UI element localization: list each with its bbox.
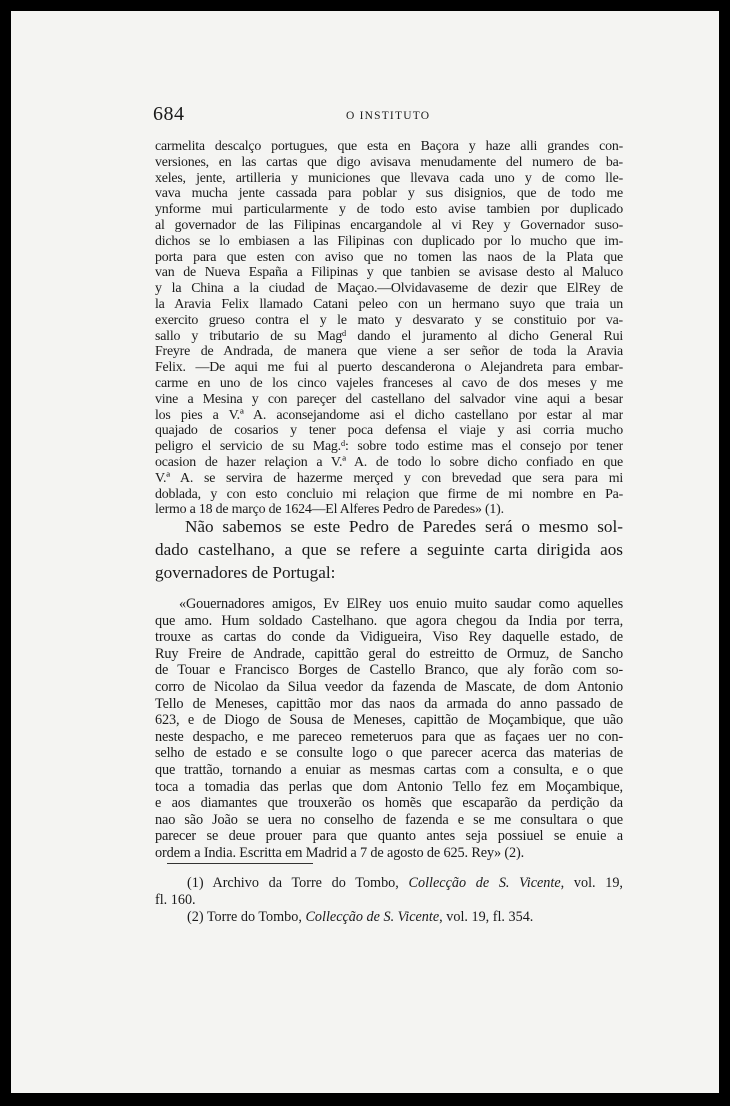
text-line: nao são João se uera no conselho de fazenda e se me consultara o que [155,811,623,828]
text-line: neste despacho, e me pareceo remeteruos para que as façaes uer no con- [155,728,623,745]
text-line: porta para que esten con aviso que no tomen las naos de la Plata que [155,249,623,265]
text-line: Freyre de Andrada, de manera que viene a ser señor de toda la Aravia [155,344,623,360]
quoted-letter-portuguese [155,596,623,862]
text-line: la Aravia Felix llamado Catani peleo con un hermano suyo que traia un [155,296,623,312]
footnote-1-continuation: fl. 160. [155,892,196,908]
text-line: corro de Nicolao da Silua veedor da fazenda de Mascate, de dom Antonio [155,678,623,695]
text-line: ordem a India. Escritta em Madrid a 7 de agosto de 625. Rey» (2). [155,844,525,861]
quoted-letter-spanish [155,139,623,518]
footnote-2-text: (2) Torre do Tombo, [187,909,306,925]
text-line: e aos diamantes que trouxerão os homẽs que escaparão da perdição da [155,795,623,812]
text-line: «Gouernadores amigos, Ev ElRey uos enuio muito saudar como aquelles [179,596,623,612]
body-paragraph [155,515,623,584]
text-line: governadores de Portugal: [155,563,336,582]
footnotes [155,875,623,926]
text-line: parecer se deue prouer para que quanto antes seja possiuel se enuie a [155,828,623,845]
text-line: que trattão, tornando a enuiar as mesmas cartas com a consulta, e o que [155,761,623,778]
page-number: 684 [153,103,185,125]
text-line: 623, e de Diogo de Sousa de Meneses, capittão de Moçambique, que uão [155,712,623,729]
text-line: lermo a 18 de março de 1624—El Alferes Pedro de Paredes» (1). [155,502,504,518]
text-line: quajado de cosarios y tener poca defensa el viaje y asi corria mucho [155,423,623,439]
text-line: Tello de Meneses, capittão mor das naos da armada do anno passado de [155,695,623,712]
text-line: de Touar e Francisco Borges de Castello Branco, que aly forão com so- [155,662,623,679]
text-line: ynforme mui particularmente y de todo esto avise tambien por duplicado [155,202,623,218]
text-line: exercito grueso contra el y le mato y desvarato y se constituio por va- [155,312,623,328]
text-line: trouxe as cartas do conde da Vidigueira, Viso Rey daquelle estado, de [155,629,623,646]
text-line: Ruy Freire de Andrade, capittão geral do estreitto de Ormuz, de Sancho [155,645,623,662]
text-line: dado castelhano, a que se refere a seguinte carta dirigida aos [155,540,623,559]
document-page [11,11,719,1093]
text-line: selho de estado e se consulte logo o que parecer acerca das materias de [155,745,623,762]
footnote-separator [167,863,313,864]
text-line: dichos se lo embiasen a las Filipinas con duplicado por lo mucho que im- [155,233,623,249]
text-line: al governador de las Filipinas encargandole al vi Rey y Governador suso- [155,217,623,233]
footnote-1-text: (1) Archivo da Torre do Tombo, [187,875,409,891]
text-line: vava mucha jente cassada para poblar y sus disignios, que de todo me [155,186,623,202]
journal-title: O INSTITUTO [346,110,431,122]
footnote-2-title: Collecção de S. Vicente [305,909,440,925]
running-head [153,103,633,127]
text-line: Não sabemos se este Pedro de Paredes será o mesmo sol- [185,517,623,536]
text-line: versiones, en las cartas que digo avisava menudamente del numero de ba- [155,154,623,170]
text-line: sallo y tributario de su Magᵈ dando el juramento al dicho General Rui [155,328,623,344]
footnote-2 [155,909,623,926]
text-line: los pies a V.ª A. aconsejandome asi el dicho castellano por estar al mar [155,407,623,423]
text-line: que amo. Hum soldado Castelhano. que agora chegou da India por terra, [155,612,623,629]
text-line: vine a Mesina y con pareçer del castellano del salvador vine aqui a besar [155,391,623,407]
text-line: doblada, y con esto concluio mi relaçion que firme de mi nombre en Pa- [155,486,623,502]
text-line: peligro el servicio de su Mag.ᵈ: sobre todo estime mas el consejo por tener [155,439,623,455]
text-line: carmelita descalço portugues, que esta en Baçora y haze alli grandes con- [155,139,623,154]
footnote-1-title: Collecção de S. Vicente [408,875,561,891]
text-line: Felix. —De aqui me fui al puerto descanderona o Alejandreta para embar- [155,360,623,376]
text-line: van de Nueva España a Filipinas y que tanbien se avisase desto al Maluco [155,265,623,281]
text-line: ocasion de hazer relaçion a V.ª A. de todo lo sobre dicho confiado en que [155,454,623,470]
footnote-2-ref: , vol. 19, fl. 354. [439,909,534,925]
footnote-1 [155,875,623,892]
text-line: carme en uno de los cinco vajeles franceses al cavo de dos meses y me [155,375,623,391]
text-line: y la China a la ciudad de Maçao.—Olvidavaseme de dezir que ElRey de [155,281,623,297]
text-line: V.ª A. se servira de hazerme merçed y con brevedad que sera para mi [155,470,623,486]
footnote-1-ref: , vol. 19, [560,875,623,891]
text-line: toca a tomadia das perlas que dom Antonio Tello fez em Moçambique, [155,778,623,795]
text-line: xeles, jente, artilleria y municiones que llevava cada uno y de como lle- [155,170,623,186]
